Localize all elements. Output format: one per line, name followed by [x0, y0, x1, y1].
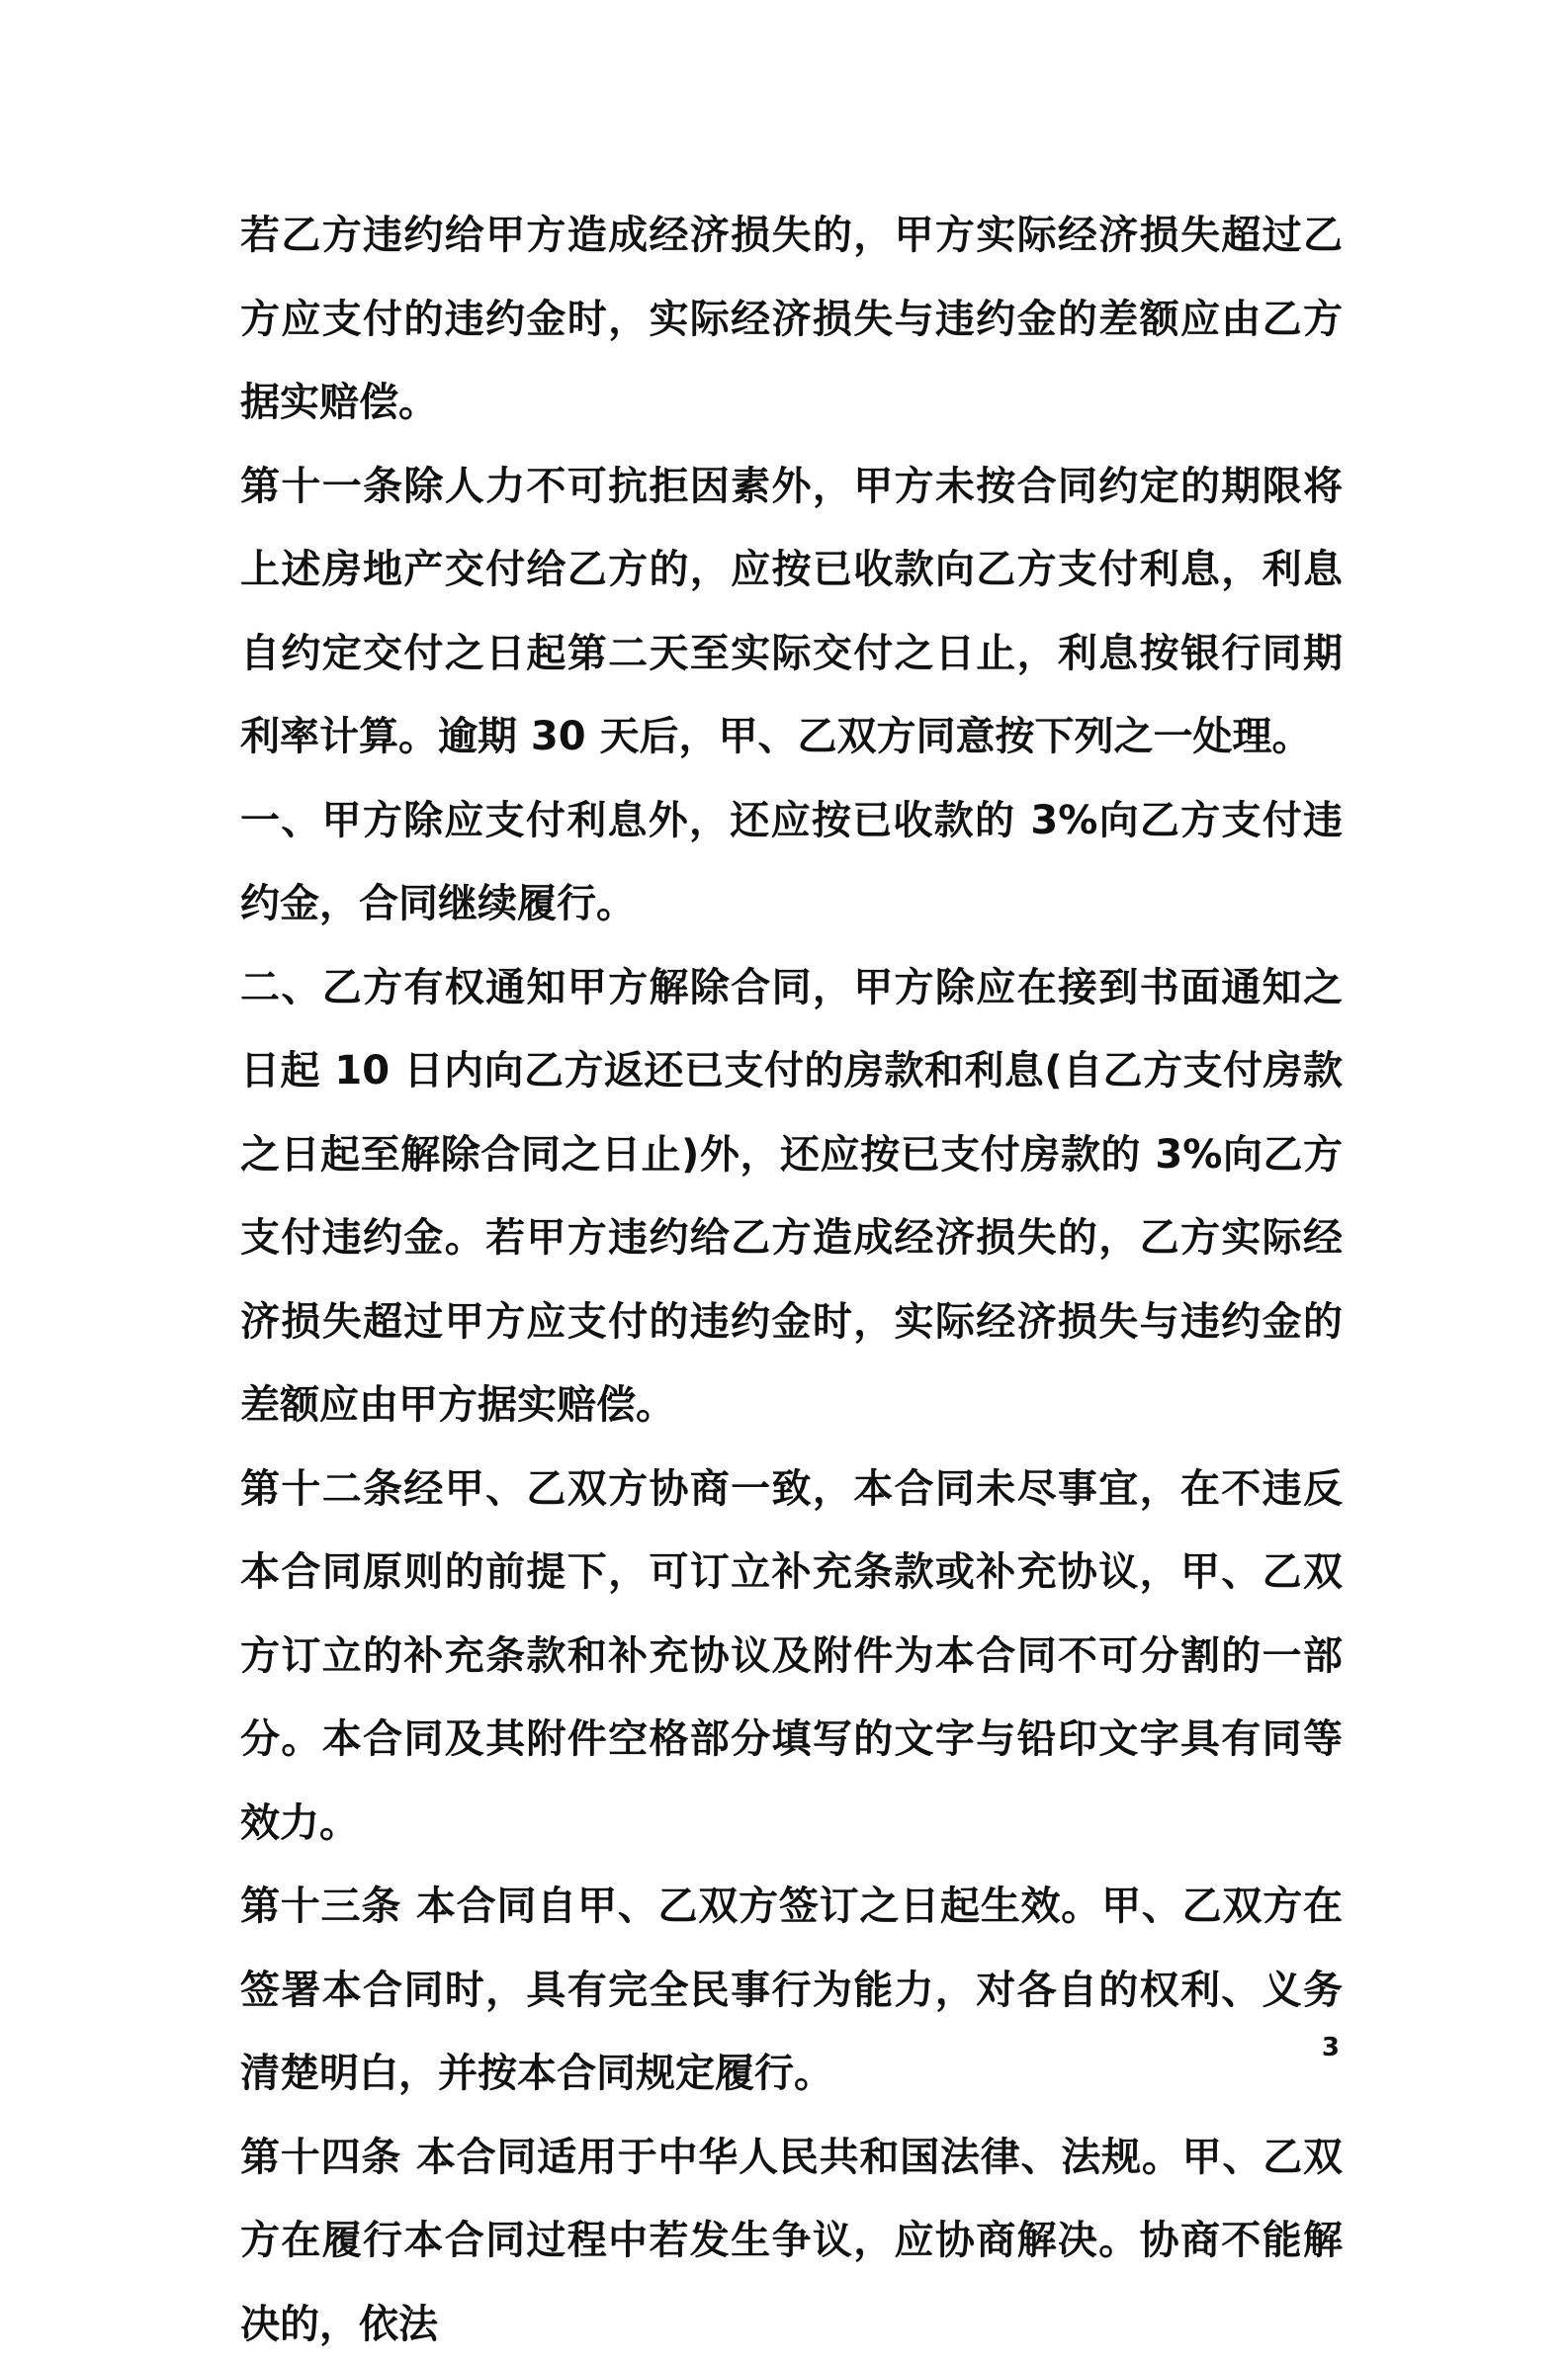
paragraph-7: 第十四条 本合同适用于中华人民共和国法律、法规。甲、乙双方在履行本合同过程中若发生争议，应协商解决。协商不能解决的，依法: [240, 2116, 1343, 2366]
paragraph-3: 一、甲方除应支付利息外，还应按已收款的 3%向乙方支付违约金，合同继续履行。: [240, 779, 1343, 946]
paragraph-5: 第十二条经甲、乙双方协商一致，本合同未尽事宜，在不违反本合同原则的前提下，可订立补充条款或补充协议，甲、乙双方订立的补充条款和补充协议及附件为本合同不可分割的一部分。本合同及其附件空格部分填写的文字与铅印文字具有同等效力。: [240, 1447, 1343, 1866]
contract-body: [240, 194, 1343, 2366]
paragraph-6: 第十三条 本合同自甲、乙双方签订之日起生效。甲、乙双方在签署本合同时，具有完全民事行为能力，对各自的权利、义务清楚明白，并按本合同规定履行。: [240, 1865, 1343, 2116]
paragraph-4: 二、乙方有权通知甲方解除合同，甲方除应在接到书面通知之日起 10 日内向乙方返还已支付的房款和利息(自乙方支付房款之日起至解除合同之日止)外，还应按已支付房款的 3%向乙方支付违约金。若甲方违约给乙方造成经济损失的，乙方实际经济损失超过甲方应支付的违约金时，实际经济损失与违约金的差额应由甲方据实赔偿。: [240, 946, 1343, 1447]
page-number: 3: [1300, 2033, 1340, 2062]
paragraph-1: 若乙方违约给甲方造成经济损失的，甲方实际经济损失超过乙方应支付的违约金时，实际经济损失与违约金的差额应由乙方据实赔偿。: [240, 194, 1343, 445]
paragraph-2: 第十一条除人力不可抗拒因素外，甲方未按合同约定的期限将上述房地产交付给乙方的，应按已收款向乙方支付利息，利息自约定交付之日起第二天至实际交付之日止，利息按银行同期利率计算。逾期 30 天后，甲、乙双方同意按下列之一处理。: [240, 445, 1343, 779]
